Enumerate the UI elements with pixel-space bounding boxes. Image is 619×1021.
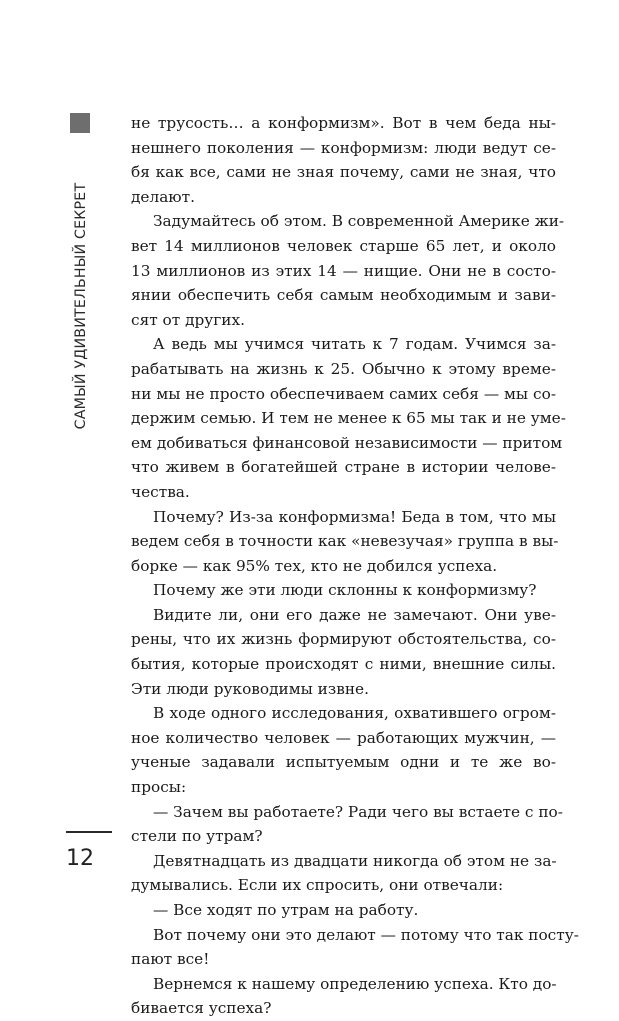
text-line: Девятнадцать из двадцати никогда об этом не за- [153, 851, 557, 870]
text-line: что живем в богатейшей стране в истории челове- [131, 458, 556, 477]
text-line: просы: [131, 778, 187, 797]
text-line: пают все! [131, 950, 210, 969]
body-text [131, 111, 579, 1021]
text-line: — Все ходят по утрам на работу. [153, 901, 419, 919]
text-line: рены, что их жизнь формируют обстоятельства, со- [131, 630, 556, 649]
text-line: рабатывать на жизнь к 25. Обычно к этому време- [131, 359, 556, 378]
text-line: ем добиваться финансовой независимости — притом [131, 433, 563, 452]
text-line: стели по утрам? [131, 827, 263, 846]
text-line: нешнего поколения — конформизм: люди ведут се- [131, 138, 556, 157]
text-line: — Зачем вы работаете? Ради чего вы встаете с по- [153, 802, 563, 821]
text-line: чества. [131, 482, 190, 501]
text-line: ное количество человек — работающих мужчин, — [131, 728, 556, 747]
text-line: держим семью. И тем не менее к 65 мы так и не уме- [131, 409, 566, 428]
text-line: Почему же эти люди склонны к конформизму? [153, 581, 537, 600]
text-line: янии обеспечить себя самым необходимым и зави- [131, 286, 556, 305]
text-line: ведем себя в точности как «невезучая» группа в вы- [131, 532, 559, 551]
page-number-rule [66, 831, 112, 833]
text-line: Видите ли, они его даже не замечают. Они уве- [153, 605, 556, 624]
text-line: борке — как 95% тех, кто не добился успеха. [131, 556, 498, 575]
text-line: ученые задавали испытуемым одни и те же во- [131, 753, 556, 772]
running-head: САМЫЙ УДИВИТЕЛЬНЫЙ СЕКРЕТ [73, 182, 89, 430]
text-line: А ведь мы учимся читать к 7 годам. Учимся за- [153, 335, 556, 354]
text-line: Почему? Из-за конформизма! Беда в том, что мы [153, 507, 556, 526]
text-line: вет 14 миллионов человек старше 65 лет, и около [131, 236, 556, 255]
text-line: Задумайтесь об этом. В современной Америке жи- [153, 212, 565, 231]
section-marker [70, 113, 90, 133]
text-line: ни мы не просто обеспечиваем самих себя — мы со- [131, 384, 556, 403]
text-line: не трусость… а конформизм». Вот в чем беда ны- [131, 114, 556, 132]
text-line: бытия, которые происходят с ними, внешние силы. [131, 655, 556, 674]
text-line: Вот почему они это делают — потому что так посту- [153, 925, 579, 944]
text-line: В ходе одного исследования, охватившего огром- [153, 704, 556, 723]
text-line: Вернемся к нашему определению успеха. Кто до- [153, 974, 557, 993]
text-line: сят от других. [131, 310, 245, 329]
text-line: думывались. Если их спросить, они отвечали: [131, 876, 504, 895]
text-line: 13 миллионов из этих 14 — нищие. Они не в состо- [131, 261, 556, 280]
text-line: бивается успеха? [131, 999, 272, 1018]
text-line: бя как все, сами не зная почему, сами не зная, что [131, 163, 556, 182]
page-number: 12 [66, 846, 94, 871]
text-line: Эти люди руководимы извне. [131, 679, 369, 698]
text-line: делают. [131, 187, 195, 206]
